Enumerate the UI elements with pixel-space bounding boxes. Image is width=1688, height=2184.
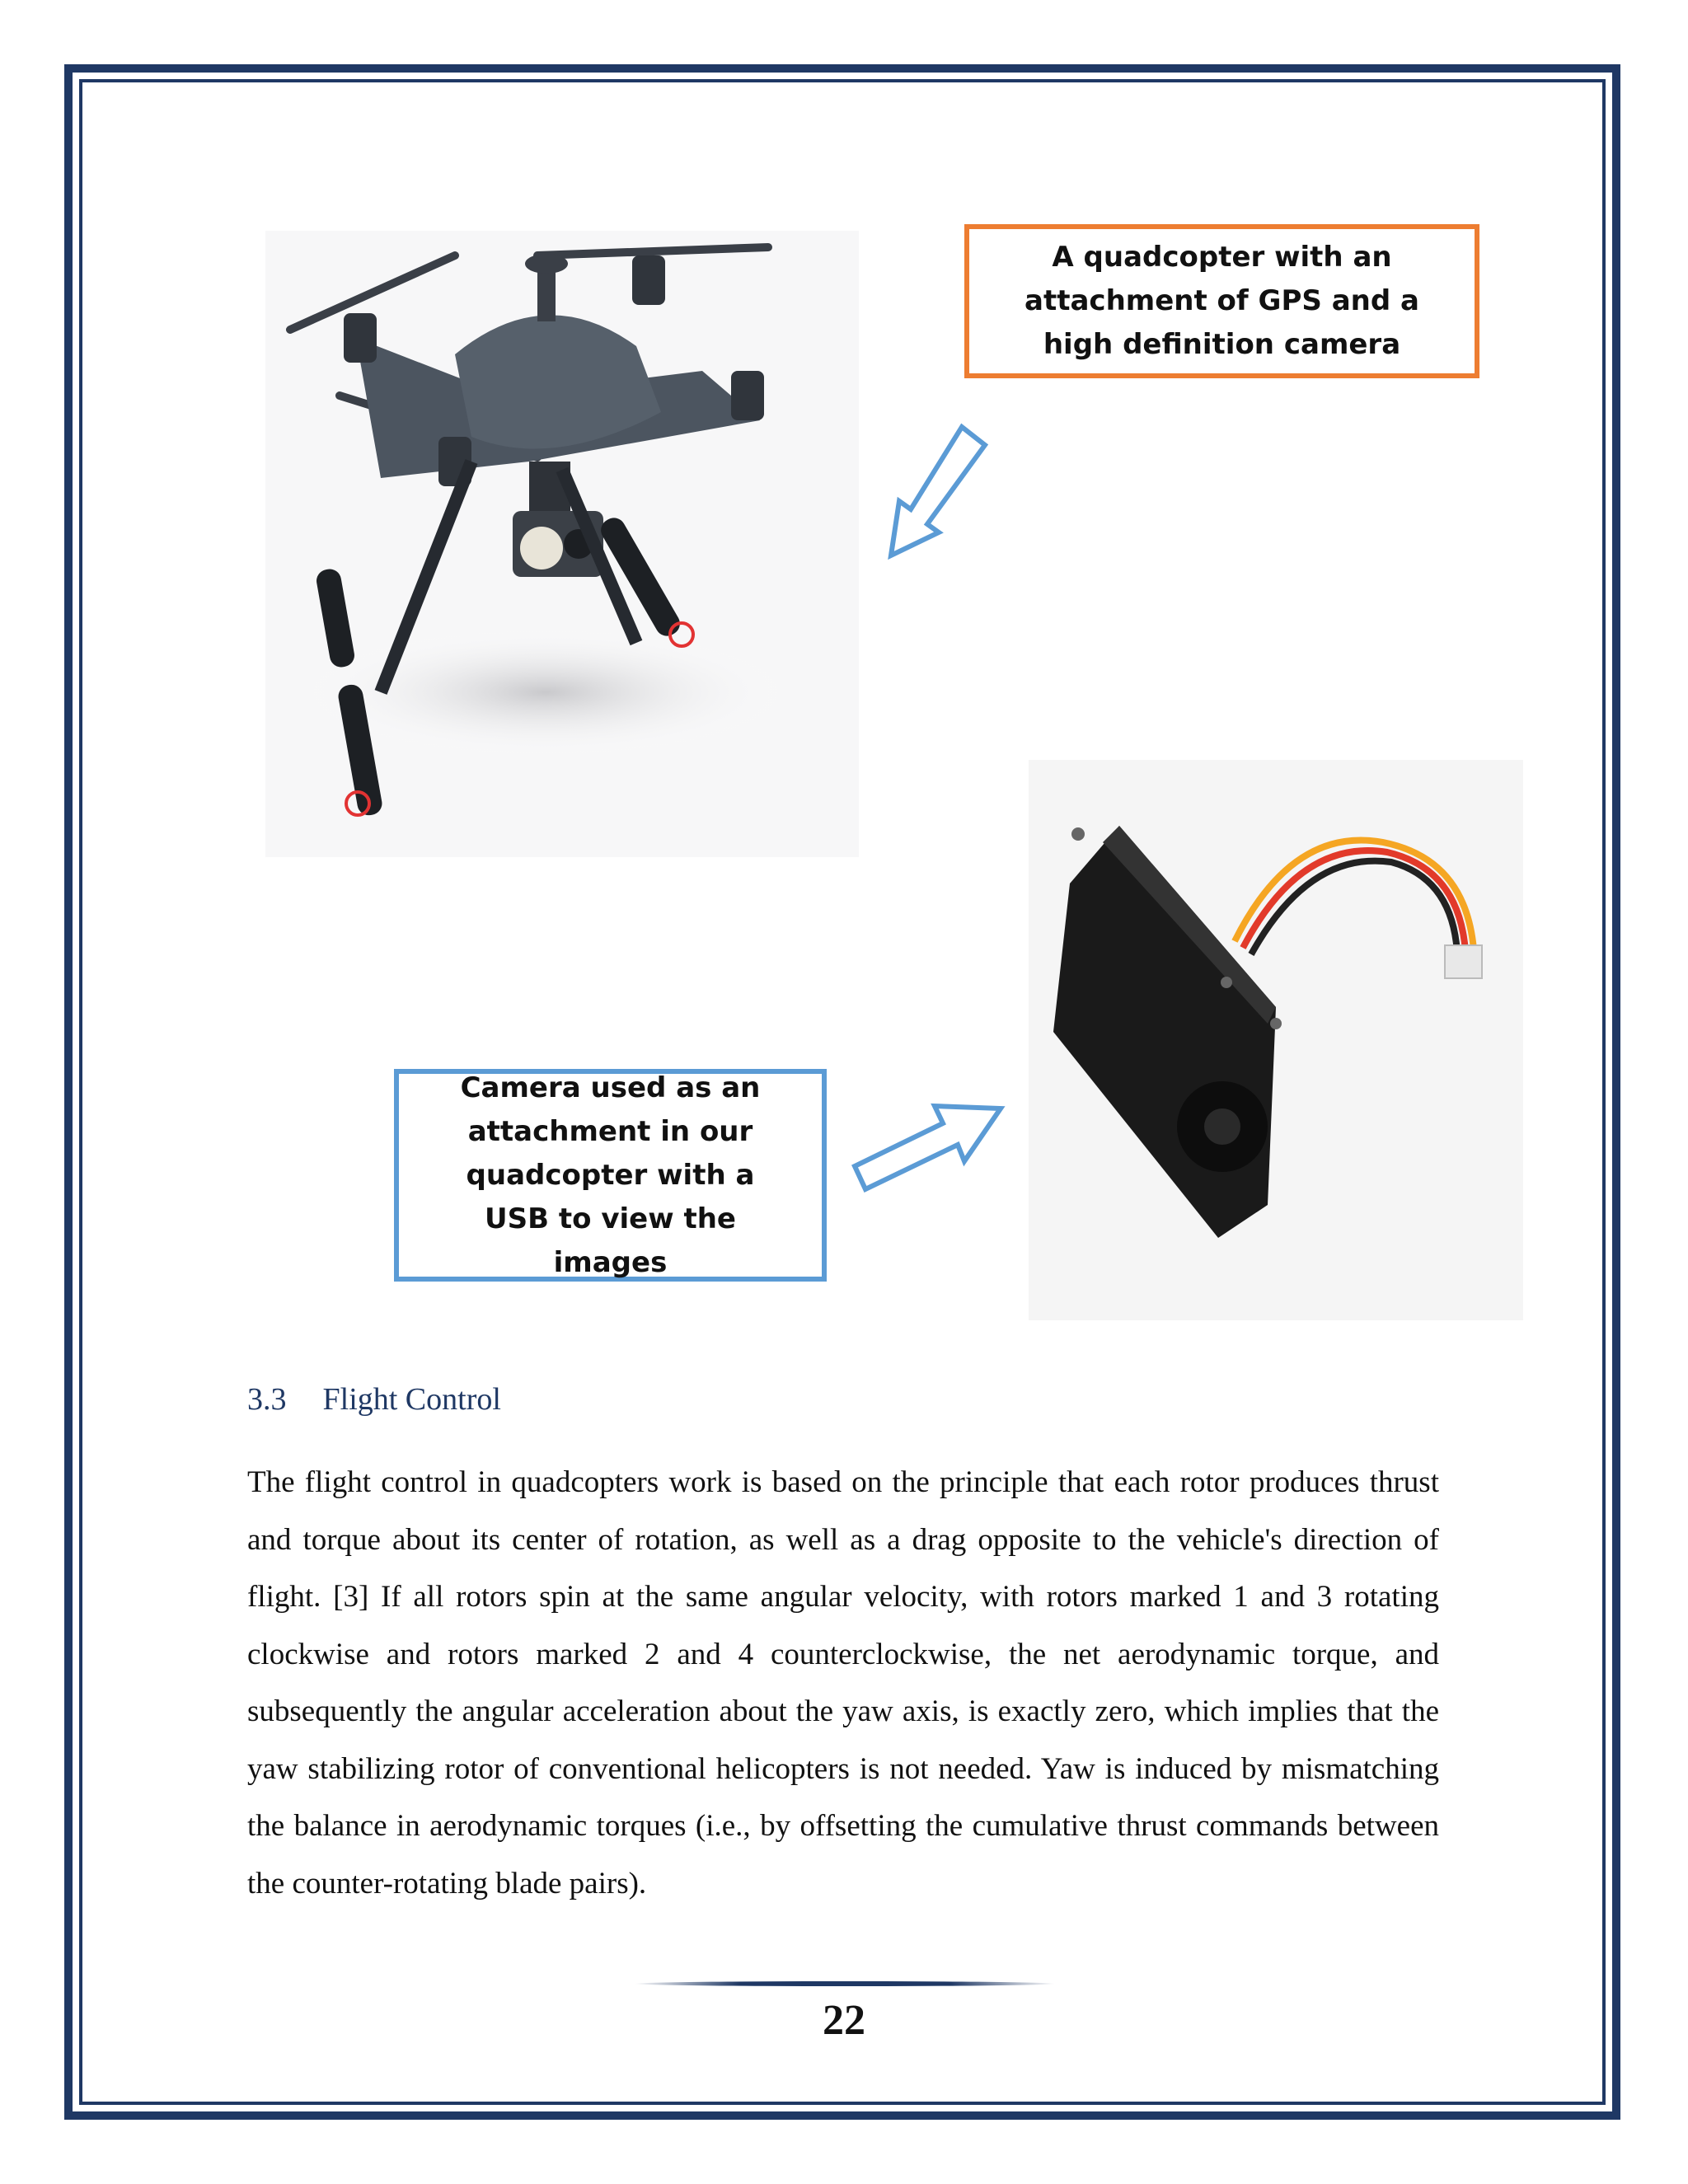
camera-callout — [394, 1069, 827, 1282]
section-heading — [247, 1381, 501, 1418]
arrow-down-left-icon — [870, 420, 993, 565]
page-number: 22 — [823, 1997, 865, 2044]
footer-divider — [635, 1981, 1055, 1986]
quadcopter-callout — [964, 224, 1479, 378]
camera-callout-text: Camera used as an attachment in our quadcopter with a USB to view the images — [460, 1071, 761, 1279]
arrow-up-right-icon — [851, 1092, 1007, 1195]
section-title: Flight Control — [322, 1382, 501, 1417]
section-number: 3.3 — [247, 1382, 287, 1417]
quadcopter-callout-text: A quadcopter with an attachment of GPS and a high definition camera — [1025, 241, 1419, 361]
usb-camera-image — [1029, 760, 1523, 1320]
quadcopter-image — [265, 231, 859, 857]
body-paragraph: The flight control in quadcopters work is based on the principle that each rotor produces thrust and torque about its center of rotation, as well as a drag opposite to the vehicle's direction of flight. [3] If all rotors spin at the same angular velocity, with rotors marked 1 and 3 rotating clockwise and rotors marked 2 and 4 counterclockwise, the net aerodynamic torque, and subsequently the angular acceleration about the yaw axis, is exactly zero, which implies that the yaw stabilizing rotor of conventional helicopters is not needed. Yaw is induced by mismatching the balance in aerodynamic torques (i.e., by offsetting the cumulative thrust commands between the counter-rotating blade pairs). — [247, 1465, 1439, 1900]
